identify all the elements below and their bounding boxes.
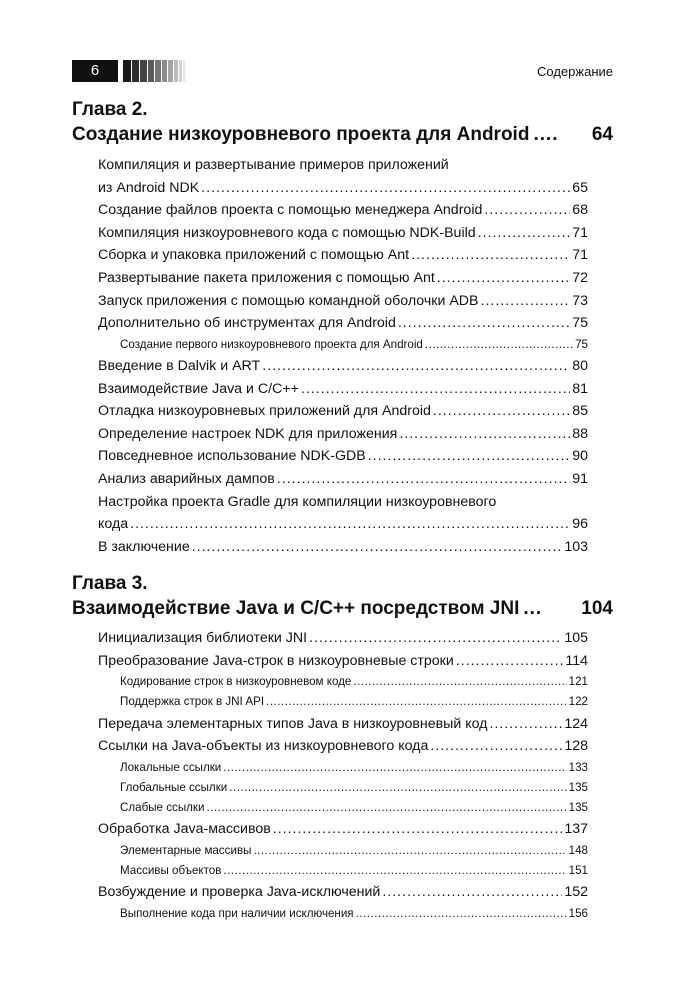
toc-entry-title-line: Компиляция и развертывание примеров приложений [98,157,449,173]
dot-leader [425,335,573,355]
dot-leader [266,692,567,712]
toc-entry-page: 68 [572,202,588,219]
toc-entry-page: 121 [568,675,588,689]
dot-leader [430,735,562,758]
toc-entry-page: 133 [568,760,588,774]
dot-leader [356,904,567,924]
chapter-leader: ... [523,598,543,619]
toc-entry-page: 72 [572,269,588,286]
toc-subentry[interactable] [98,861,588,881]
toc-entry[interactable] [98,491,588,536]
toc-entry-title: кода [98,516,129,533]
dot-leader [398,312,570,335]
toc-entry[interactable] [98,468,588,491]
toc-subentry[interactable] [98,672,588,692]
dot-leader [433,400,570,423]
dot-leader [206,798,566,818]
toc-subentry[interactable] [98,692,588,712]
toc-entry[interactable] [98,290,588,313]
toc-entry-page: 71 [572,247,588,264]
toc-entry-title: Ссылки на Java-объекты из низкоуровневого кода [98,738,429,755]
toc-subentry[interactable] [98,335,588,355]
toc-entry-title: Введение в Dalvik и ART [98,357,261,374]
chapter-heading [72,572,613,622]
toc-entry-title: Передача элементарных типов Java в низкоуровневый код [98,715,488,732]
toc-entry-title: Отладка низкоуровневых приложений для Android [98,403,431,420]
toc-subentry[interactable] [98,904,588,924]
dot-leader [130,513,570,536]
toc-entry-title: В заключение [98,538,190,555]
toc-entry-page: 152 [564,884,588,901]
toc-entry[interactable] [98,713,588,736]
toc-entry-page: 148 [568,843,588,857]
toc-entry-page: 65 [572,179,588,196]
toc-entry[interactable] [98,536,588,559]
toc-entry-title: Сборка и упаковка приложений с помощью Ant [98,247,410,264]
toc-entry-title: Анализ аварийных дампов [98,470,275,487]
toc-entry-page: 128 [564,738,588,755]
toc-entry-page: 122 [568,695,588,709]
dot-leader [437,267,570,290]
toc-entry-page: 105 [564,630,588,646]
toc-entry-page: 73 [572,292,588,309]
toc-entry-page: 91 [572,470,588,487]
toc-entry[interactable] [98,400,588,423]
dot-leader [223,758,566,778]
dot-leader [411,244,570,267]
toc-entry-title: Запуск приложения с помощью командной оболочки ADB [98,292,479,309]
chapter-heading [72,98,613,148]
toc-entry-title: Поддержка строк в JNI API [120,695,265,709]
toc-entries-chapter-3 [98,627,588,924]
dot-leader [368,445,571,468]
toc-entry[interactable] [98,735,588,758]
toc-entry-page: 96 [572,516,588,533]
toc-entry-title: Создание файлов проекта с помощью менеджера Android [98,202,483,219]
toc-entry-page: 156 [568,906,588,920]
toc-entry[interactable] [98,818,588,841]
toc-entry-page: 71 [572,224,588,241]
dot-leader [309,627,562,650]
chapter-label: Глава 3. [72,573,148,594]
toc-subentry[interactable] [98,798,588,818]
chapter-leader: .... [533,124,559,145]
toc-entry-title: Повседневное использование NDK-GDB [98,448,366,465]
dot-leader [229,778,566,798]
toc-entries-chapter-2 [98,154,588,558]
toc-entry-title: Выполнение кода при наличии исключения [120,906,354,920]
toc-entry[interactable] [98,312,588,335]
dot-leader [273,818,563,841]
toc-entry-title: Обработка Java-массивов [98,821,271,838]
toc-entry-title: Локальные ссылки [120,760,222,774]
toc-entry-title: Взаимодействие Java и C/C++ [98,380,299,397]
toc-entry-page: 80 [572,357,588,374]
toc-entry-title: Создание первого низкоуровневого проекта для Android [120,337,423,351]
toc-entry-page: 81 [572,380,588,397]
toc-entry-page: 88 [572,425,588,442]
dot-leader [478,222,571,245]
toc-entry[interactable] [98,445,588,468]
toc-entry-title: Слабые ссылки [120,801,205,815]
toc-entry-title: Элементарные массивы [120,843,252,857]
dot-leader [253,841,566,861]
toc-subentry[interactable] [98,841,588,861]
toc-entry-title-line: Настройка проекта Gradle для компиляции низкоуровневого [98,493,497,510]
toc-entry[interactable] [98,378,588,401]
dot-leader [201,177,570,200]
toc-entry-title: Дополнительно об инструментах для Android [98,315,396,332]
chapter-page: 64 [591,124,613,145]
toc-entry[interactable] [98,244,588,267]
toc-entry-title: Массивы объектов [120,864,222,878]
page-number: 6 [72,60,118,82]
toc-entry-page: 90 [572,448,588,465]
toc-entry[interactable] [98,881,588,904]
dot-leader [262,355,570,378]
dot-leader [353,672,566,692]
dot-leader [489,713,562,736]
toc-entry-page: 137 [564,821,588,838]
toc-entry-title: Кодирование строк в низкоуровневом коде [120,675,352,689]
dot-leader [277,468,570,491]
dot-leader [399,423,570,446]
toc-entry-page: 75 [575,337,588,351]
dot-leader [301,378,570,401]
toc-entry[interactable] [98,154,588,199]
toc-entry-page: 103 [564,538,588,555]
dot-leader [456,650,564,673]
toc-entry-page: 75 [572,315,588,332]
chapter-title: Взаимодействие Java и C/C++ посредством JNI [72,598,520,619]
toc-entry-title: Развертывание пакета приложения с помощью Ant [98,269,435,286]
page-header [72,60,613,82]
dot-leader [192,536,563,559]
toc-entry[interactable] [98,650,588,673]
dot-leader [481,290,571,313]
toc-entry[interactable] [98,355,588,378]
toc-entry[interactable] [98,423,588,446]
toc-entry-page: 114 [565,652,588,669]
toc-entry-title: Инициализация библиотеки JNI [98,630,308,646]
toc-entry-title: из Android NDK [98,179,200,196]
toc-entry-page: 135 [568,801,588,815]
toc-entry-page: 85 [572,403,588,420]
toc-entry-page: 151 [568,864,588,878]
toc-entry-page: 135 [568,780,588,794]
toc-entry-title: Возбуждение и проверка Java-исключений [98,884,381,901]
toc-entry-title: Определение настроек NDK для приложения [98,425,398,442]
toc-entry[interactable] [98,627,588,650]
toc-entry-title: Глобальные ссылки [120,780,228,794]
toc-entry-page: 124 [564,715,588,732]
dot-leader [484,199,570,222]
toc-entry-title: Преобразование Java-строк в низкоуровневые строки [98,652,454,669]
chapter-title: Создание низкоуровневого проекта для Android [72,124,530,145]
toc-entry[interactable] [98,267,588,290]
dot-leader [223,861,566,881]
toc-subentry[interactable] [98,778,588,798]
section-title: Содержание [537,64,613,79]
toc-subentry[interactable] [98,758,588,778]
dot-leader [382,881,562,904]
toc-entry-title: Компиляция низкоуровневого кода с помощью NDK-Build [98,224,476,241]
toc-entry[interactable] [98,199,588,222]
chapter-page: 104 [581,598,613,619]
header-decoration-bars [123,60,186,82]
toc-entry[interactable] [98,222,588,245]
chapter-label: Глава 2. [72,99,148,120]
